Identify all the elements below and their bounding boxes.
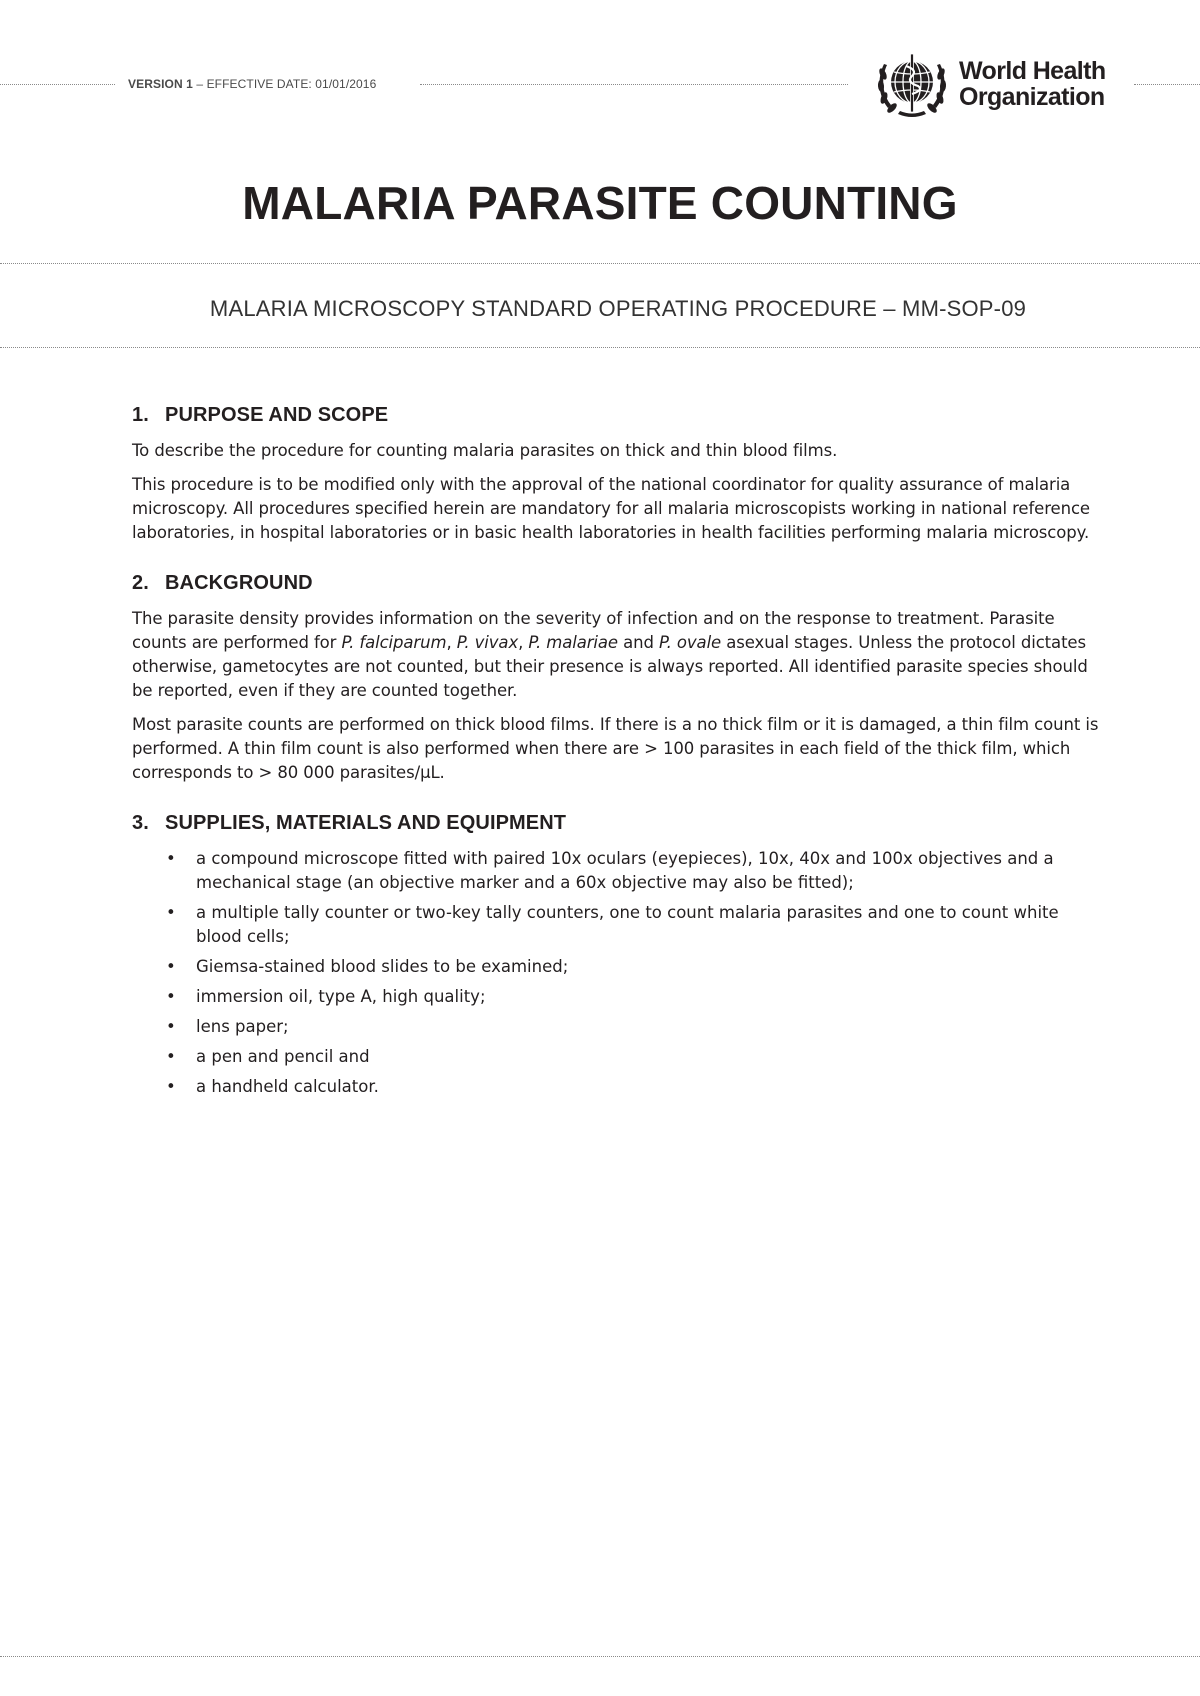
- bullet-icon: •: [166, 987, 176, 1006]
- version-label: VERSION 1: [128, 77, 193, 91]
- bullet-icon: •: [166, 1047, 176, 1066]
- document-subtitle: MALARIA MICROSCOPY STANDARD OPERATING PROCEDURE – MM-SOP-09: [209, 296, 1027, 321]
- list-item: [164, 955, 1102, 979]
- list-item-text: Giemsa-stained blood slides to be examined;: [196, 957, 569, 976]
- section-heading: [132, 403, 1102, 427]
- list-item-text: a pen and pencil and: [196, 1047, 370, 1066]
- bullet-icon: •: [166, 957, 176, 976]
- text-run: and: [617, 633, 660, 652]
- section-number: 1.: [132, 404, 149, 426]
- section-background: [132, 571, 1102, 785]
- section-purpose-scope: [132, 403, 1102, 545]
- list-item-text: immersion oil, type A, high quality;: [196, 987, 486, 1006]
- text-run: asexual stages. Unless the protocol dictates otherwise, gametocytes are not counted, but their presence is always reported. All identified parasite species should be reported, even if they are counted together.: [132, 633, 1088, 700]
- list-item-text: a handheld calculator.: [196, 1077, 379, 1096]
- logo-line-1: World Health: [959, 57, 1106, 85]
- who-logo: [874, 46, 1104, 122]
- logo-line-2: Organization: [959, 83, 1105, 111]
- list-item: [164, 847, 1102, 895]
- section-heading: [132, 571, 1102, 595]
- header-rule-right: [1134, 84, 1200, 85]
- bullet-icon: •: [166, 903, 176, 922]
- document-body: [132, 403, 1102, 1125]
- list-item: [164, 901, 1102, 949]
- paragraph: [132, 607, 1102, 703]
- subtitle-rule-bottom: [0, 347, 1200, 348]
- text-run: ,: [446, 633, 457, 652]
- supplies-list: [132, 847, 1102, 1099]
- text-run: ,: [518, 633, 529, 652]
- version-line: [128, 77, 376, 91]
- list-item: [164, 985, 1102, 1009]
- paragraph: Most parasite counts are performed on thick blood films. If there is a no thick film or it is damaged, a thin film count is performed. A thin film count is also performed when there are > 100 parasites in each field of the thick film, which corresponds to > 80 000 parasites/µL.: [132, 715, 1099, 782]
- section-title: BACKGROUND: [165, 572, 313, 594]
- species-name: P. vivax: [456, 633, 519, 652]
- title-rule-bottom: [0, 263, 1200, 264]
- section-title: PURPOSE AND SCOPE: [165, 404, 389, 426]
- list-item: [164, 1075, 1102, 1099]
- who-emblem-icon: [874, 46, 950, 122]
- bullet-icon: •: [166, 1077, 176, 1096]
- list-item: [164, 1015, 1102, 1039]
- list-item: [164, 1045, 1102, 1069]
- effective-date: – EFFECTIVE DATE: 01/01/2016: [192, 77, 377, 91]
- text-run: The parasite density provides information on the severity of infection and on the response to treatment. Parasite counts are performed for: [132, 609, 1055, 652]
- who-logo-text: [959, 58, 1106, 110]
- bullet-icon: •: [166, 1017, 176, 1036]
- header-rule-left: [0, 84, 115, 85]
- species-name: P. falciparum: [341, 633, 447, 652]
- paragraph: This procedure is to be modified only with the approval of the national coordinator for quality assurance of malaria microscopy. All procedures specified herein are mandatory for all malaria microscopists working in national reference laboratories, in hospital laboratories or in basic health laboratories in health facilities performing malaria microscopy.: [132, 475, 1090, 542]
- section-number: 2.: [132, 572, 149, 594]
- section-title: SUPPLIES, MATERIALS AND EQUIPMENT: [165, 812, 567, 834]
- species-name: P. ovale: [659, 633, 722, 652]
- page-title: MALARIA PARASITE COUNTING: [242, 177, 958, 229]
- list-item-text: lens paper;: [196, 1017, 289, 1036]
- bullet-icon: •: [166, 849, 176, 868]
- list-item-text: a multiple tally counter or two-key tally counters, one to count malaria parasites and one to count white blood cells;: [196, 903, 1059, 946]
- section-number: 3.: [132, 812, 149, 834]
- section-supplies: [132, 811, 1102, 1099]
- header-rule-middle: [420, 84, 848, 85]
- footer-rule: [0, 1656, 1200, 1657]
- paragraph: To describe the procedure for counting malaria parasites on thick and thin blood films.: [132, 441, 838, 460]
- list-item-text: a compound microscope fitted with paired 10x oculars (eyepieces), 10x, 40x and 100x objectives and a mechanical stage (an objective marker and a 60x objective may also be fitted);: [196, 849, 1054, 892]
- section-heading: [132, 811, 1102, 835]
- species-name: P. malariae: [528, 633, 618, 652]
